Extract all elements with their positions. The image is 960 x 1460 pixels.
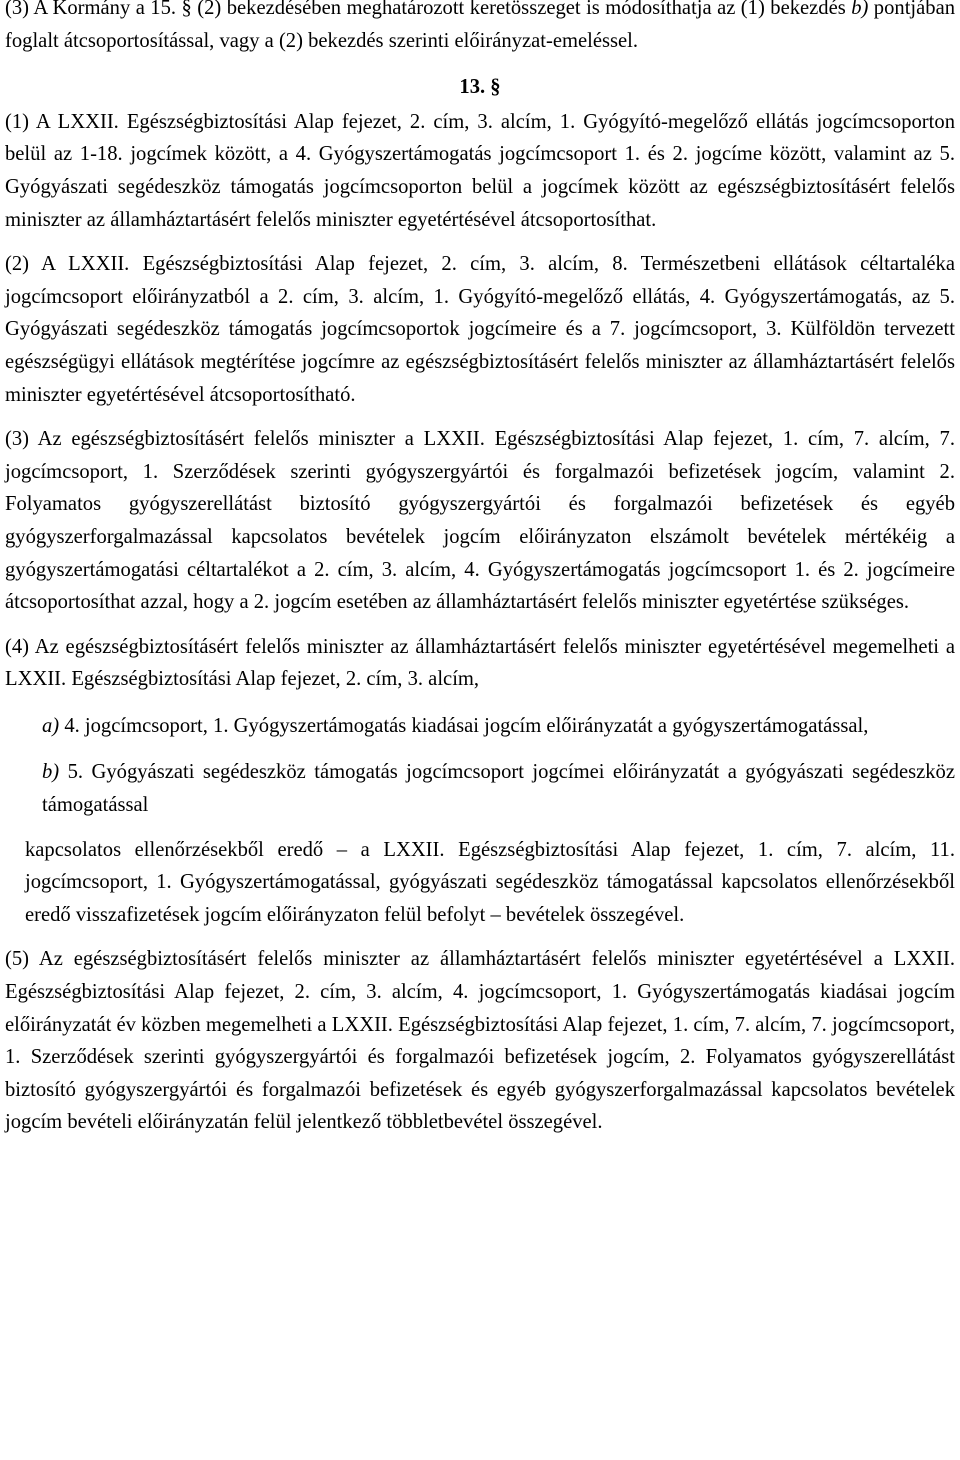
subsection-5: (5) Az egészségbiztosításért felelős miniszter az államháztartásért felelős miniszter egyetértésével a LXXII. Egészségbiztosítási Alap fejezet, 2. cím, 3. alcím, 4. jogcímcsoport, 1. Gyógyszertámogatás kiadásai jogcím előirányzatát év közben megemelheti a LXXII. Egészségbiztosítási Alap fejezet, 1. cím, 7. alcím, 7. jogcímcsoport, 1. Szerződések szerinti gyógyszergyártói és forgalmazói befizetések jogcím, 2. Folyamatos gyógyszerellátást biztosító gyógyszergyártói és forgalmazói befizetések és egyéb gyógyszerforgalmazással kapcsolatos bevételek jogcím bevételi előirányzatán felül jelentkező többletbevétel összegével. [5,948,955,1134]
subsection-4-intro: (4) Az egészségbiztosításért felelős miniszter az államháztartásért felelős miniszter egyetértésével megemelheti a LXXII. Egészségbiztosítási Alap fejezet, 2. cím, 3. alcím, [5,635,955,691]
paragraph-3-prefix: (3) A Kormány a 15. [5,0,177,19]
point-b-text: 5. Gyógyászati segédeszköz támogatás jogcímcsoport jogcímei előirányzatát a gyógyászati segédeszköz támogatással [42,761,955,817]
section-sign: § [181,0,192,19]
subsection-2: (2) A LXXII. Egészségbiztosítási Alap fejezet, 2. cím, 3. alcím, 8. Természetbeni ellátások céltartaléka jogcímcsoport előirányzatból a 2. cím, 3. alcím, 1. Gyógyító-megelőző ellátás, 4. Gyógyszertámogatás, az 5. Gyógyászati segédeszköz támogatás jogcímcsoportok jogcímeire és a 7. jogcímcsoport, 3. Külföldön tervezett egészségügyi ellátások megtérítése jogcímre az egészségbiztosításért felelős miniszter az államháztartásért felelős miniszter egyetértésével átcsoportosítható. [5,253,955,406]
subsection-4-point-b [5,756,955,821]
paragraph-3-text-a: (2) bekezdésében meghatározott keretösszeget is módosíthatja az (1) bekezdés [197,0,846,19]
subsection-4-tail: kapcsolatos ellenőrzésekből eredő – a LXXII. Egészségbiztosítási Alap fejezet, 1. cím, 7. alcím, 11. jogcímcsoport, 1. Gyógyszertámogatással, gyógyászati segédeszköz támogatással kapcsolatos ellenőrzésekből eredő visszafizetések jogcím előirányzaton felül befolyt – bevételek összegével. [25,838,955,926]
section-number: 13. [459,76,486,99]
section-heading-sign: § [490,76,501,99]
point-b-label-2: b) [42,761,60,784]
section-heading [5,71,955,104]
point-b-label: b) [851,0,869,19]
paragraph-3 [5,0,955,57]
paragraph-3-text-b: pontjában foglalt átcsoportosítással, vagy a (2) bekezdés szerinti előirányzat-emeléssel. [5,0,956,52]
subsection-1: (1) A LXXII. Egészségbiztosítási Alap fejezet, 2. cím, 3. alcím, 1. Gyógyító-megelőző ellátás jogcímcsoporton belül az 1-18. jogcímek között, a 4. Gyógyszertámogatás jogcímcsoport 1. és 2. jogcíme között, valamint az 5. Gyógyászati segédeszköz támogatás jogcímcsoporton belül a jogcímek között az egészségbiztosításért felelős miniszter az államháztartásért felelős miniszter egyetértésével átcsoportosíthat. [5,110,955,231]
point-a-label: a) [42,714,60,737]
point-a-text: 4. jogcímcsoport, 1. Gyógyszertámogatás kiadásai jogcím előirányzatát a gyógyszertámogatással, [64,714,869,737]
subsection-4-point-a [5,710,955,743]
subsection-3: (3) Az egészségbiztosításért felelős miniszter a LXXII. Egészségbiztosítási Alap fejezet, 1. cím, 7. alcím, 7. jogcímcsoport, 1. Szerződések szerinti gyógyszergyártói és forgalmazói befizetések jogcím, valamint 2. Folyamatos gyógyszerellátást biztosító gyógyszergyártói és forgalmazói befizetések és egyéb gyógyszerforgalmazással kapcsolatos bevételek jogcím előirányzaton elszámolt bevételek mértékéig a gyógyszertámogatási céltartalékot a 2. cím, 3. alcím, 4. Gyógyszertámogatás jogcímcsoport 1. és 2. jogcímeire átcsoportosíthat azzal, hogy a 2. jogcím esetében az államháztartásért felelős miniszter egyetértése szükséges. [5,428,955,614]
